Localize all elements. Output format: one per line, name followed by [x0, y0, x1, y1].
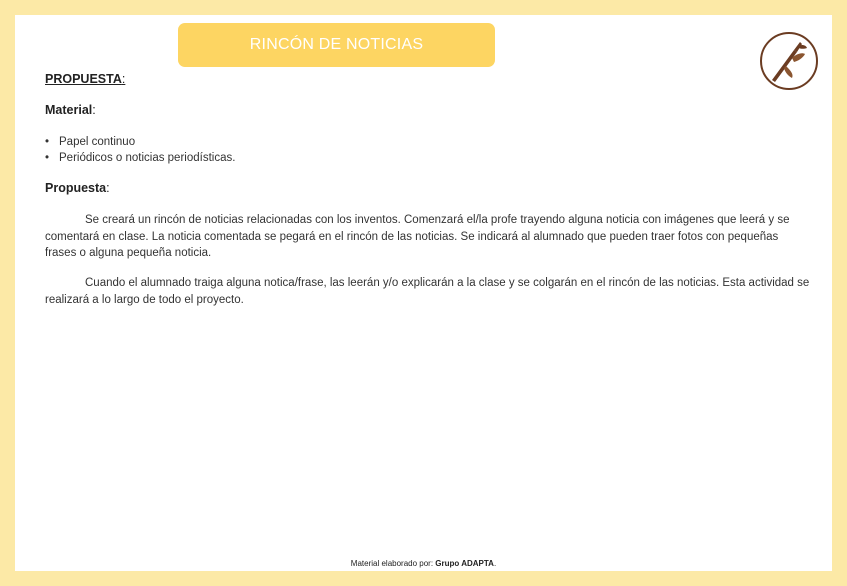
paragraph: Se creará un rincón de noticias relacionadas con los inventos. Comenzará el/la profe trayendo alguna noticia con imágenes que leerá y se comentará en clase. La noticia comentada se pegará en el rincón de las noticias. Se indicará al alumnado que pueden traer fotos con pequeñas frases o alguna pequeña noticia. — [45, 214, 790, 259]
material-heading: Material: — [45, 103, 96, 117]
page-title: RINCÓN DE NOTICIAS — [178, 23, 495, 67]
propuesta-heading: Propuesta: — [45, 181, 110, 195]
footer-credit: Material elaborado por: Grupo ADAPTA. — [350, 559, 497, 568]
list-item: • Papel continuo — [45, 134, 235, 150]
section-heading: PROPUESTA: — [45, 72, 126, 86]
materials-list — [45, 134, 235, 166]
document-page — [15, 15, 832, 571]
pencil-hand-logo-icon — [758, 30, 820, 92]
list-item: • Periódicos o noticias periodísticas. — [45, 150, 235, 166]
paragraph: Cuando el alumnado traiga alguna notica/frase, las leerán y/o explicarán a la clase y se colgarán en el rincón de las noticias. Esta actividad se realizará a lo largo de todo el proyecto. — [45, 277, 810, 306]
